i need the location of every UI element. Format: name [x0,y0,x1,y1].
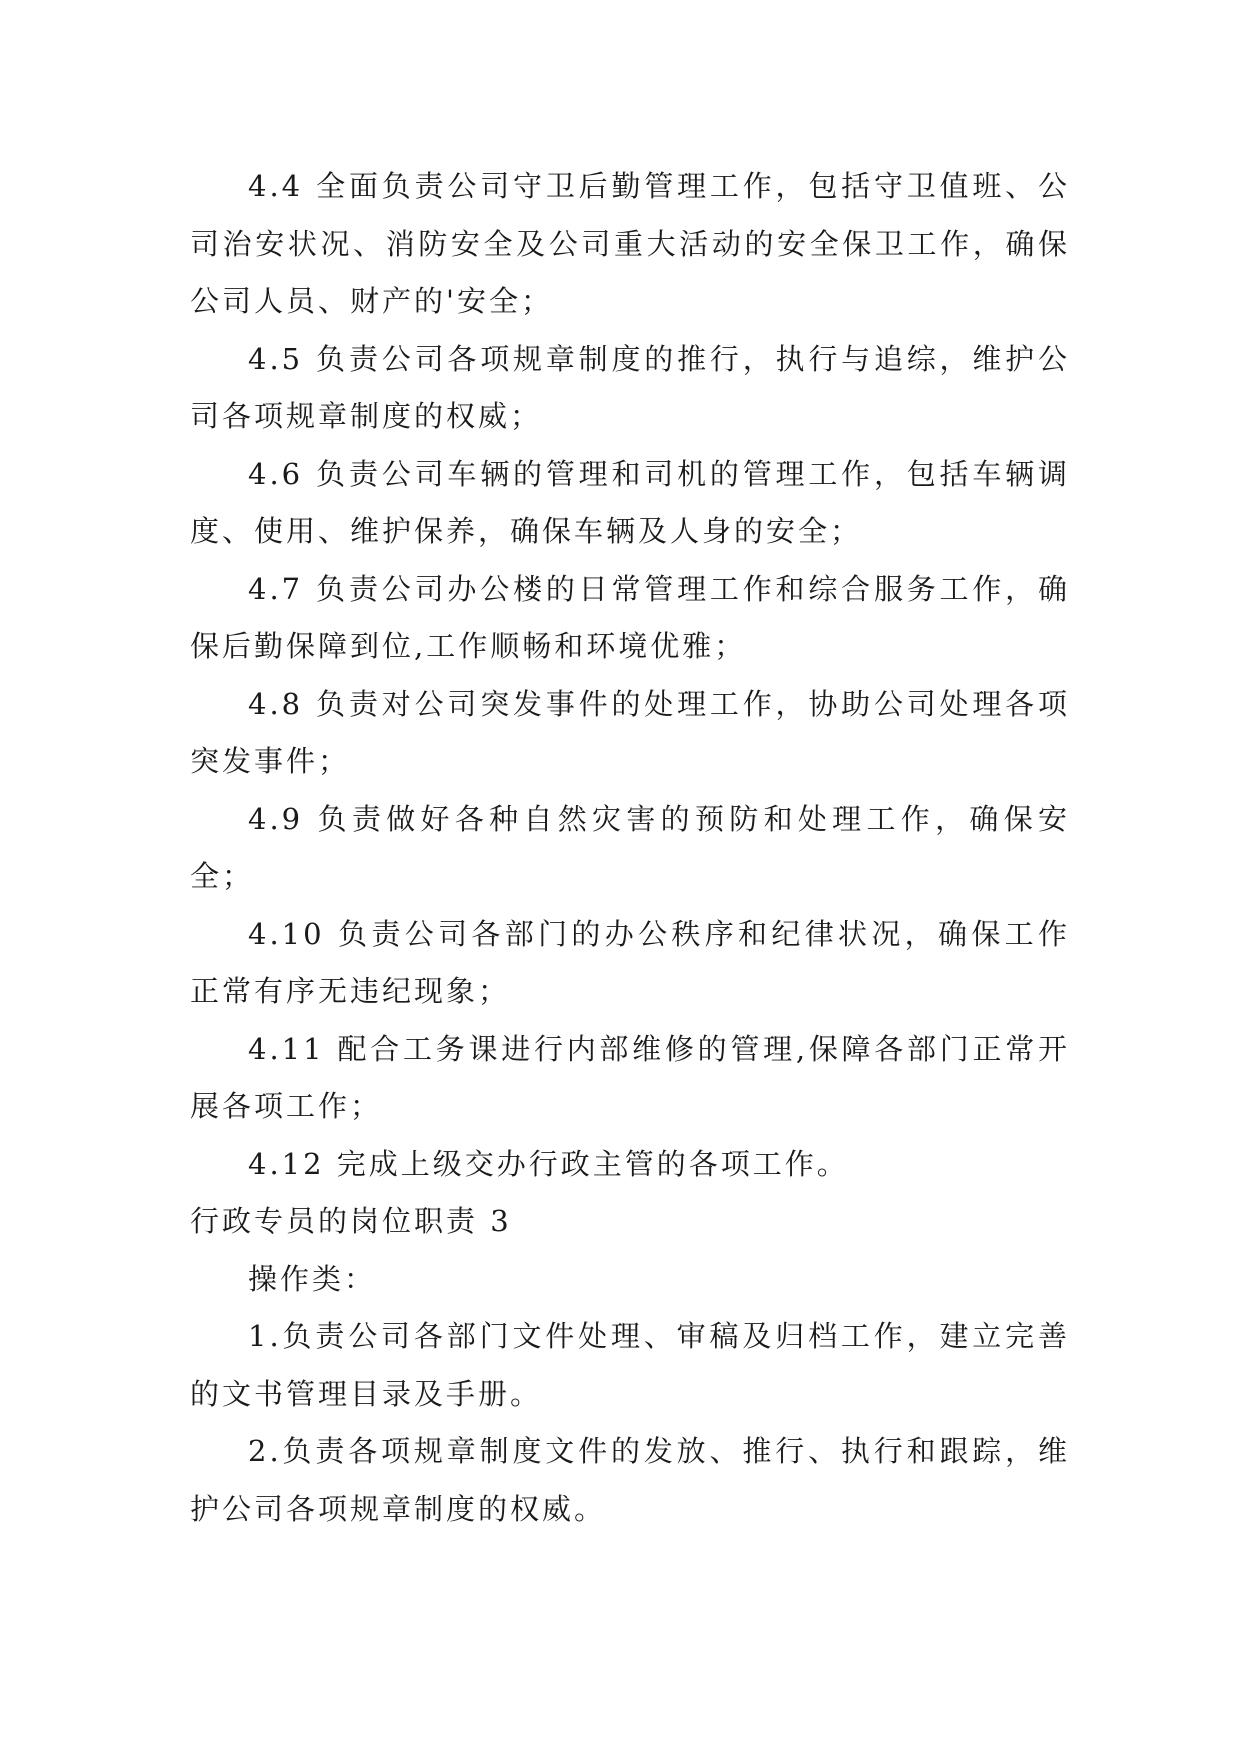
paragraph-4-12: 4.12 完成上级交办行政主管的各项工作。 [248,1146,849,1181]
section-subheading: 操作类： [248,1261,377,1296]
paragraph-4-9: 4.9 负责做好各种自然灾害的预防和处理工作，确保安全； [190,801,1070,893]
paragraph-item-2: 2.负责各项规章制度文件的发放、推行、执行和跟踪，维护公司各项规章制度的权威。 [190,1434,1070,1526]
paragraph-4-10: 4.10 负责公司各部门的办公秩序和纪律状况，确保工作正常有序无违纪现象； [190,916,1070,1008]
paragraph-4-5: 4.5 负责公司各项规章制度的推行，执行与追综，维护公司各项规章制度的权威； [190,341,1070,433]
paragraph-4-8: 4.8 负责对公司突发事件的处理工作，协助公司处理各项突发事件； [190,686,1070,778]
paragraph-item-1: 1.负责公司各部门文件处理、审稿及归档工作，建立完善的文书管理目录及手册。 [190,1319,1070,1411]
document-body [190,158,1070,1538]
paragraph-4-4: 4.4 全面负责公司守卫后勤管理工作，包括守卫值班、公司治安状况、消防安全及公司重大活动的安全保卫工作，确保公司人员、财产的'安全； [190,169,1070,318]
paragraph-4-11: 4.11 配合工务课进行内部维修的管理,保障各部门正常开展各项工作； [190,1031,1070,1123]
section-title: 行政专员的岗位职责 3 [190,1204,512,1238]
paragraph-4-6: 4.6 负责公司车辆的管理和司机的管理工作，包括车辆调度、使用、维护保养，确保车辆及人身的安全； [190,456,1070,548]
paragraph-4-7: 4.7 负责公司办公楼的日常管理工作和综合服务工作，确保后勤保障到位,工作顺畅和环境优雅； [190,571,1070,663]
